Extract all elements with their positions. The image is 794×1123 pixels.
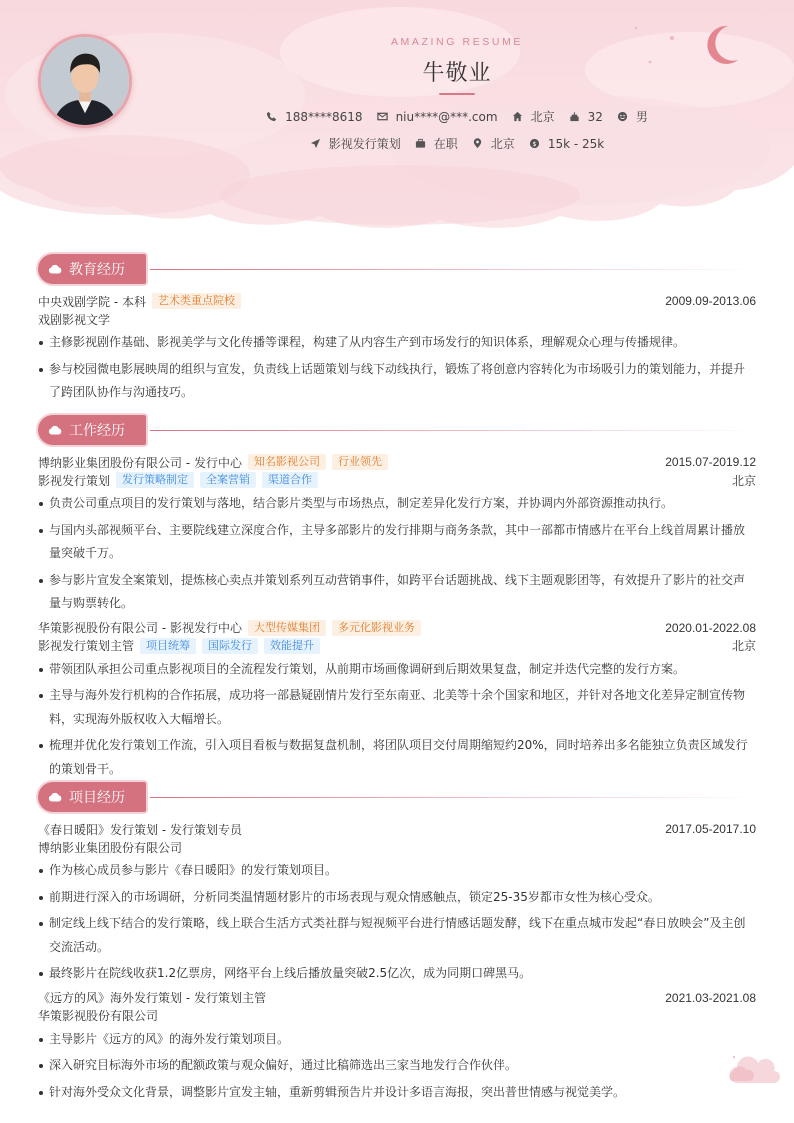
entry-header-row [38,453,756,471]
candidate-name: 牛敬业 [422,61,492,86]
resume-header [0,0,794,230]
section-title: 项目经历 [69,790,125,806]
work-entry [38,453,756,616]
section-header [38,415,756,445]
entry-date: 2020.01-2022.08 [665,620,756,635]
bullet-item: 负责公司重点项目的发行策划与落地，结合影片类型与市场热点，制定差异化发行方案，并协调内外部资源推动执行。 [38,492,756,516]
project-company: 博纳影业集团股份有限公司 [38,840,183,855]
skill-tag: 国际发行 [202,638,258,654]
bullet-item: 主导与海外发行机构的合作拓展，成功将一部悬疑剧情片发行至东南亚、北美等十余个国家和地区，并针对各地文化差异定制宣传物料，实现海外版权收入大幅增长。 [38,684,756,731]
company-tag: 行业领先 [332,454,388,470]
header-eyebrow: AMAZING RESUME [390,36,524,48]
bullet-item: 深入研究目标海外市场的配额政策与观众偏好，通过比稿筛选出三家当地发行合作伙伴。 [38,1054,756,1078]
entry-sub-row [38,637,756,655]
entry-city: 北京 [731,639,756,653]
entry-header-row [38,989,756,1007]
skill-tag: 渠道合作 [262,472,318,488]
section-title-pill [38,254,146,284]
face-icon [617,111,628,122]
projects-section [38,782,756,1107]
entry-header-row [38,292,756,310]
section-divider [150,269,756,270]
entry-city: 北京 [731,473,756,488]
entry-sub-row [38,838,756,856]
section-header [38,782,756,812]
bullet-item: 最终影片在院线收获1.2亿票房，网络平台上线后播放量突破2.5亿次，成为同期口碑黑马。 [38,962,756,986]
major-name: 戏剧影视文学 [38,312,111,327]
corner-cloud-icon [728,1053,784,1087]
section-title: 工作经历 [69,423,125,439]
section-header [38,254,756,284]
gender-value: 男 [635,110,648,124]
education-entry [38,292,756,405]
bullet-item: 参与影片宣发全案策划，提炼核心卖点并策划系列互动营销事件，如跨平台话题挑战、线下主题观影团等，有效提升了影片的社交声量与购票转化。 [38,569,756,616]
bullet-item: 与国内头部视频平台、主要院线建立深度合作，主导多部影片的发行排期与商务条款，其中一部都市情感片在平台上线首周累计播放量突破千万。 [38,519,756,566]
project-name: 《远方的风》海外发行策划 - 发行策划主管 [38,991,266,1005]
work-section [38,415,756,784]
target-position-info [310,135,401,152]
contact-row [0,108,794,125]
bullet-item: 参与校园微电影展映周的组织与宣发，负责线上话题策划与线下动线执行，锻炼了将创意内容转化为市场吸引力的策划能力，并提升了跨团队协作与沟通技巧。 [38,358,756,405]
company-name: 博纳影业集团股份有限公司 - 发行中心 [38,455,242,470]
location-value: 北京 [490,137,515,151]
home-icon [512,111,523,122]
bullet-item: 带领团队承担公司重点影视项目的全流程发行策划，从前期市场画像调研到后期效果复盘，制定并迭代完整的发行方案。 [38,658,756,682]
name-underline [439,93,475,95]
bullet-list [38,1028,756,1105]
work-entry [38,619,756,782]
cloud-icon [48,264,62,274]
bullet-item: 主导影片《远方的风》的海外发行策划项目。 [38,1028,756,1052]
phone-icon [266,111,277,122]
entry-sub-row [38,1007,756,1025]
job-intent-row [0,135,794,152]
project-company: 华策影视股份有限公司 [38,1009,159,1023]
hometown-info [512,108,555,125]
project-entry [38,989,756,1105]
entry-date: 2017.05-2017.10 [665,822,756,836]
section-title-pill [38,782,146,812]
hometown-value: 北京 [530,110,555,124]
role-name: 影视发行策划主管 [38,639,135,653]
entry-date: 2021.03-2021.08 [665,990,756,1005]
education-section [38,254,756,408]
project-name: 《春日暖阳》发行策划 - 发行策划专员 [38,822,242,837]
section-title: 教育经历 [69,262,125,278]
age-info [569,110,603,124]
company-tag: 大型传媒集团 [248,620,326,636]
gender-info [617,108,648,125]
email-value: niu****@***.com [395,109,498,124]
salary-info [529,137,604,151]
bullet-list [38,658,756,782]
bullet-item: 针对海外受众文化背景，调整影片宣发主轴，重新剪辑预告片并设计多语言海报，突出普世情感与视觉美学。 [38,1081,756,1105]
bullet-list [38,331,756,405]
bullet-list [38,859,756,986]
entry-sub-row [38,310,756,328]
location-pin-icon [472,138,483,149]
location-info [472,135,515,152]
entry-sub-row [38,471,756,489]
svg-text:$: $ [532,139,537,148]
skill-tag: 项目统筹 [140,638,196,654]
money-icon [529,138,540,149]
role-name: 影视发行策划 [38,473,111,488]
bullet-list [38,492,756,616]
entry-header-row [38,619,756,637]
bullet-item: 主修影视剧作基础、影视美学与文化传播等课程，构建了从内容生产到市场发行的知识体系，理解观众心理与传播规律。 [38,331,756,355]
skill-tag: 发行策略制定 [116,472,194,488]
cloud-icon [48,425,62,435]
entry-date: 2015.07-2019.12 [665,455,756,469]
phone-info [266,110,362,124]
target-position-value: 影视发行策划 [328,137,401,151]
cake-icon [569,111,580,122]
bullet-item: 作为核心成员参与影片《春日暖阳》的发行策划项目。 [38,859,756,883]
mail-icon [377,111,388,122]
cloud-icon [48,792,62,802]
briefcase-icon [415,138,426,149]
skill-tag: 效能提升 [264,638,320,654]
salary-value: 15k - 25k [547,136,605,151]
school-name: 中央戏剧学院 - 本科 [38,294,146,309]
section-divider [150,797,756,798]
section-title-pill [38,415,146,445]
status-info [415,135,458,152]
bullet-item: 梳理并优化发行策划工作流，引入项目看板与数据复盘机制，将团队项目交付周期缩短约20%，同时培养出多名能独立负责区域发行的策划骨干。 [38,734,756,781]
project-entry [38,820,756,986]
email-info [377,110,498,124]
entry-date: 2009.09-2013.06 [665,294,756,308]
section-divider [150,430,756,431]
send-icon [310,138,321,149]
age-value: 32 [587,109,603,124]
company-tag: 多元化影视业务 [332,620,421,636]
company-name: 华策影视股份有限公司 - 影视发行中心 [38,621,242,635]
bullet-item: 制定线上线下结合的发行策略，线上联合生活方式类社群与短视频平台进行情感话题发酵，线下在重点城市发起“春日放映会”及主创交流活动。 [38,912,756,959]
entry-header-row [38,820,756,838]
phone-value: 188****8618 [285,109,363,124]
bullet-item: 前期进行深入的市场调研，分析同类温情题材影片的市场表现与观众情感触点，锁定25-35岁都市女性为核心受众。 [38,886,756,910]
status-value: 在职 [433,137,458,151]
company-tag: 知名影视公司 [248,454,326,470]
school-tag: 艺术类重点院校 [152,293,241,309]
skill-tag: 全案营销 [200,472,256,488]
